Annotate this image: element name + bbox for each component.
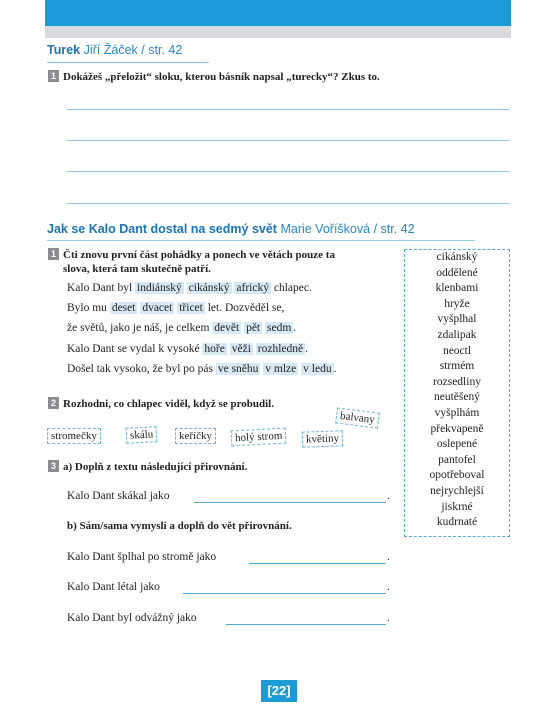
fill-prompt: Kalo Dant šplhal po stromě jako xyxy=(67,551,217,563)
word-bank-item: kudrnaté xyxy=(436,516,478,529)
word-bank-item: oslepené xyxy=(436,438,478,451)
word-bank-item: vyšplhám xyxy=(434,406,480,419)
section-1-underline xyxy=(47,62,209,63)
sentence-text: . xyxy=(293,322,297,334)
fill-period: . xyxy=(387,581,390,593)
sentence-text: . xyxy=(333,363,337,375)
word-option[interactable]: věži xyxy=(231,343,251,355)
word-chip[interactable]: květiny xyxy=(302,430,344,447)
word-bank-item: pantofel xyxy=(438,453,476,466)
word-bank-item: jiskrné xyxy=(441,500,473,513)
word-chip[interactable]: balvany xyxy=(335,407,379,428)
header-bar xyxy=(45,0,511,26)
word-option[interactable]: pět xyxy=(246,322,261,334)
word-bank-item: oddělené xyxy=(436,266,478,279)
sentence-text: Došel tak vysoko, že byl po pás xyxy=(67,363,216,375)
word-bank xyxy=(404,250,510,531)
word-chip[interactable]: stromečky xyxy=(47,428,101,444)
sentence-text: let. Dozvěděl se, xyxy=(204,302,285,314)
fill-line[interactable] xyxy=(183,593,386,594)
section-1-question-1 xyxy=(48,70,380,84)
word-chip[interactable]: skálu xyxy=(126,426,158,444)
sentence-row xyxy=(67,302,284,314)
word-bank-item: rozsedliny xyxy=(433,375,481,388)
word-bank-item: opotřeboval xyxy=(429,469,485,482)
word-option[interactable]: dvacet xyxy=(142,302,173,314)
word-chip[interactable]: holý strom xyxy=(231,428,287,447)
fill-prompt: Kalo Dant skákal jako xyxy=(67,490,170,502)
sentence-text: Kalo Dant byl xyxy=(67,282,136,294)
page-number: [22] xyxy=(261,680,297,702)
section-2-title: Jak se Kalo Dant dostal na sedmý svět xyxy=(47,222,277,236)
fill-prompt: Kalo Dant létal jako xyxy=(67,581,160,593)
word-option[interactable]: ve sněhu xyxy=(217,363,259,375)
section-2-question-3b xyxy=(67,519,292,533)
word-bank-item: nejrychlejší xyxy=(430,484,484,497)
word-chip[interactable]: keříčky xyxy=(175,428,216,444)
fill-line[interactable] xyxy=(249,563,386,564)
sentence-row xyxy=(67,343,308,355)
word-option[interactable]: indiánský xyxy=(137,282,182,294)
sentence-text: Kalo Dant se vydal k vysoké xyxy=(67,343,203,355)
word-bank-item: neutěšený xyxy=(434,391,480,404)
word-bank-item: cikánský xyxy=(436,251,478,263)
word-bank-item: klenbami xyxy=(435,282,479,295)
question-number-badge: 1 xyxy=(48,248,59,260)
word-option[interactable]: rozhledně xyxy=(257,343,304,355)
word-option[interactable]: devět xyxy=(214,322,240,334)
word-bank-item: překvapeně xyxy=(430,422,484,435)
question-text: a) Doplň z textu následující přirovnání. xyxy=(63,461,248,473)
answer-line[interactable] xyxy=(67,140,509,141)
word-option[interactable]: třicet xyxy=(179,302,203,314)
section-2-question-3a xyxy=(48,460,247,474)
header-stripe xyxy=(45,26,511,38)
answer-line[interactable] xyxy=(67,109,509,110)
section-1-title: Turek xyxy=(47,43,81,57)
sentence-row xyxy=(67,282,312,294)
section-2-page-ref: / str. 42 xyxy=(373,222,415,236)
word-bank-item: neoctl xyxy=(442,344,472,357)
question-number-badge: 2 xyxy=(48,397,59,409)
sentence-text: že světů, jako je náš, je celkem xyxy=(67,322,213,334)
question-text-line-1: Čti znovu první část pohádky a ponech ve větách pouze ta xyxy=(63,249,335,261)
answer-line[interactable] xyxy=(67,203,509,204)
word-option[interactable]: hoře xyxy=(204,343,225,355)
fill-prompt: Kalo Dant byl odvážný jako xyxy=(67,612,197,624)
sentence-text: . xyxy=(305,343,308,355)
section-2-underline xyxy=(47,240,475,241)
word-option[interactable]: v mlze xyxy=(265,363,297,375)
question-text: b) Sám/sama vymysli a doplň do vět přirovnání. xyxy=(67,520,292,532)
question-text: Rozhodni, co chlapec viděl, když se probudil. xyxy=(63,398,274,410)
section-1-heading xyxy=(47,43,182,57)
fill-period: . xyxy=(387,612,390,624)
section-2-heading xyxy=(47,222,415,236)
question-number-badge: 3 xyxy=(48,460,59,472)
fill-line[interactable] xyxy=(194,502,386,503)
word-bank-item: hryže xyxy=(444,297,470,310)
sentence-row xyxy=(67,322,296,334)
word-option[interactable]: africký xyxy=(236,282,269,294)
sentence-text: Bylo mu xyxy=(67,302,110,314)
answer-line[interactable] xyxy=(67,171,509,172)
sentence-row xyxy=(67,363,336,375)
section-2-question-1 xyxy=(48,248,398,276)
word-option[interactable]: deset xyxy=(111,302,136,314)
word-option[interactable]: v ledu xyxy=(303,363,332,375)
word-bank-item: vyšplhal xyxy=(437,313,477,326)
sentence-text: chlapec. xyxy=(270,282,312,294)
fill-period: . xyxy=(387,551,390,563)
fill-period: . xyxy=(387,490,390,502)
section-2-question-2 xyxy=(48,397,274,411)
fill-line[interactable] xyxy=(226,624,386,625)
word-bank-item: zdalipak xyxy=(437,328,477,341)
word-option[interactable]: sedm xyxy=(267,322,292,334)
word-option[interactable]: cikánský xyxy=(188,282,230,294)
question-text-line-2: slova, která tam skutečně patří. xyxy=(63,263,211,275)
question-text: Dokážeš „přeložit“ sloku, kterou básník napsal „turecky“? Zkus to. xyxy=(63,71,380,83)
section-1-author: Jiří Žáček xyxy=(83,43,138,57)
section-1-page-ref: / str. 42 xyxy=(141,43,183,57)
question-number-badge: 1 xyxy=(48,70,59,82)
word-bank-item: strmém xyxy=(439,360,475,373)
section-2-author: Marie Voříšková xyxy=(280,222,371,236)
